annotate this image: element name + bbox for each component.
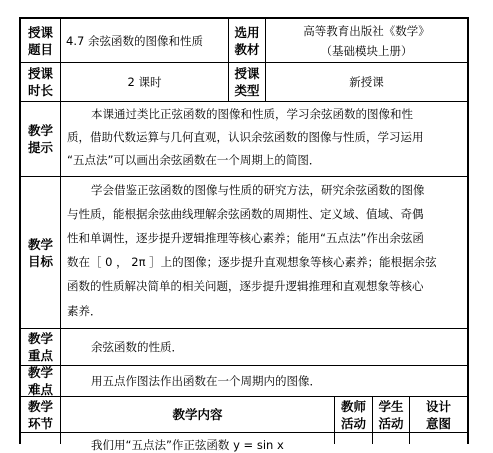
- goals-content: [61, 177, 467, 328]
- goals-line: 性和单调性，逐步提升逻辑推理等核心素养；能用“五点法”作出余弦函: [67, 231, 424, 245]
- stage-header-line2: 环节: [27, 415, 53, 431]
- hours-value: [61, 63, 228, 101]
- goals-line: 学会借鉴正弦函数的图像与性质的研究方法，研究余弦函数的图像: [91, 183, 425, 197]
- material-label-line1: 选用: [234, 24, 260, 40]
- difficulty-value: [91, 366, 461, 396]
- hint-label: [21, 102, 60, 176]
- key-text: 余弦函数的性质．: [91, 340, 183, 354]
- hours-label-line1: 授课: [27, 66, 53, 81]
- goals-line: 素养．: [67, 304, 102, 318]
- key-value: [91, 329, 461, 365]
- difficulty-label-line2: 难点: [27, 382, 53, 397]
- hint-label-line2: 提示: [27, 140, 53, 155]
- topic-text: 4.7 余弦函数的图像和性质: [66, 33, 203, 48]
- type-text: 新授课: [349, 75, 384, 89]
- goals-line: 数在［ 0 ， 2π ］上的图像；逐步提升直观想象等核心素养；能根据余弦: [67, 255, 437, 269]
- difficulty-text: 用五点作图法作出函数在一个周期内的图像．: [91, 374, 321, 388]
- key-label: [21, 329, 60, 365]
- table-border-right: [467, 17, 469, 444]
- difficulty-label-line1: 教学: [27, 365, 53, 380]
- content-header: [61, 397, 334, 432]
- type-label: [229, 63, 265, 101]
- key-label-line2: 重点: [27, 348, 53, 363]
- design-header-line1: 设计: [425, 398, 451, 414]
- material-line2: （基础模块上册）: [320, 43, 413, 58]
- content-header-text: 教学内容: [172, 407, 223, 422]
- topic-label-line1: 授课: [27, 24, 53, 40]
- topic-value: [66, 19, 226, 62]
- hours-label-line2: 时长: [27, 83, 53, 98]
- goals-line: 与性质，能根据余弦曲线理解余弦函数的周期性、定义域、值域、奇偶: [67, 207, 424, 221]
- hint-line: “五点法”可以画出余弦函数在一个周期上的简图．: [67, 153, 321, 167]
- material-value: [266, 19, 467, 62]
- material-line1: 高等教育出版社《数学》: [303, 23, 430, 38]
- topic-label: [21, 19, 60, 62]
- goals-line: 函数的性质解决简单的相关问题，逐步提升逻辑推理和直观想象等核心: [67, 279, 424, 293]
- partial-row-content: [61, 433, 334, 452]
- hours-text: 2 课时: [127, 75, 162, 89]
- teacher-activity-header: [335, 397, 372, 432]
- hint-line: 本课通过类比正弦函数的图像和性质，学习余弦函数的图像和性: [91, 107, 413, 121]
- goals-label-line1: 教学: [27, 236, 53, 252]
- type-label-line1: 授课: [234, 66, 260, 81]
- partial-row-text: 我们用“五点法”作正弦函数 y = sin x: [91, 438, 284, 452]
- student-header-line1: 学生: [378, 398, 404, 414]
- topic-label-line2: 题目: [27, 41, 53, 57]
- goals-label-line2: 目标: [27, 253, 53, 269]
- teacher-header-line2: 活动: [340, 415, 366, 431]
- student-header-line2: 活动: [378, 415, 404, 431]
- hint-label-line1: 教学: [27, 123, 53, 138]
- stage-header: [21, 397, 60, 432]
- key-label-line1: 教学: [27, 331, 53, 346]
- hint-line: 质，借助代数运算与几何直观，认识余弦函数的图像与性质，学习运用: [67, 130, 424, 144]
- hint-content: [61, 102, 467, 176]
- type-value: [266, 63, 467, 101]
- material-label-line2: 教材: [234, 41, 260, 57]
- material-label: [229, 19, 265, 62]
- student-activity-header: [373, 397, 409, 432]
- difficulty-label: [21, 366, 60, 396]
- hours-label: [21, 63, 60, 101]
- design-intent-header: [410, 397, 467, 432]
- design-header-line2: 意图: [425, 415, 451, 431]
- goals-label: [21, 177, 60, 328]
- teacher-header-line1: 教师: [340, 398, 366, 414]
- type-label-line2: 类型: [234, 83, 260, 98]
- stage-header-line1: 教学: [27, 398, 53, 414]
